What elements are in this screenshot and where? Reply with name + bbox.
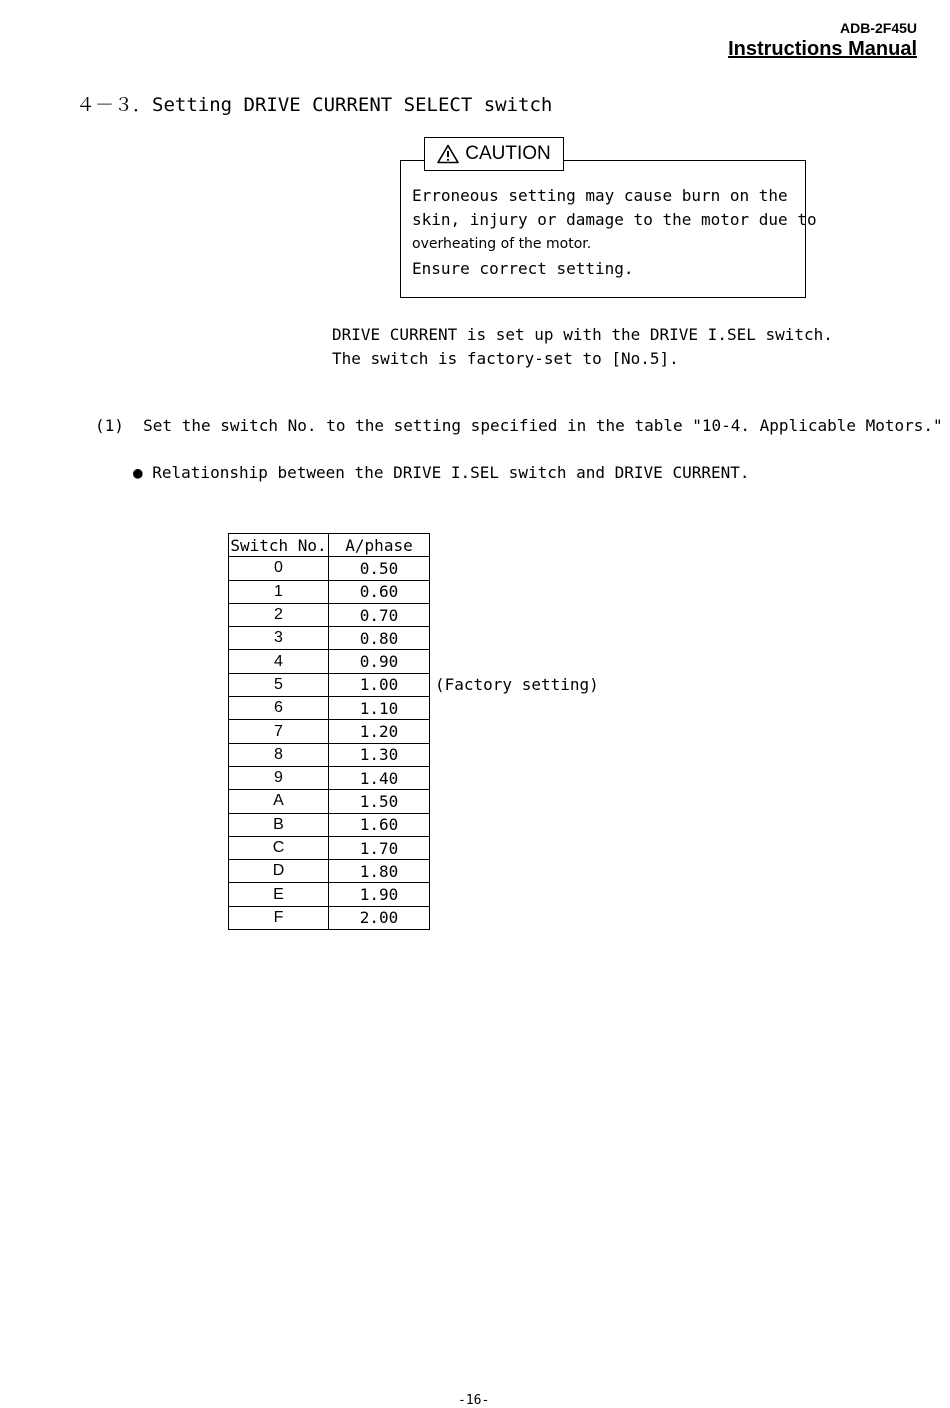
caution-line: skin, injury or damage to the motor due to bbox=[412, 209, 817, 229]
table-row bbox=[229, 766, 430, 789]
switch-no-cell: 5 bbox=[229, 673, 329, 696]
a-phase-cell: 0.90 bbox=[329, 650, 430, 673]
section-title: ４－３．Setting DRIVE CURRENT SELECT switch bbox=[76, 94, 553, 116]
a-phase-cell: 1.50 bbox=[329, 790, 430, 813]
caution-label bbox=[424, 137, 564, 171]
a-phase-cell: 1.70 bbox=[329, 836, 430, 859]
caution-line: overheating of the motor. bbox=[412, 236, 592, 252]
switch-no-cell: 7 bbox=[229, 720, 329, 743]
switch-no-cell: 1 bbox=[229, 580, 329, 603]
table-header-row bbox=[229, 534, 430, 557]
a-phase-cell: 2.00 bbox=[329, 906, 430, 929]
relationship-heading: ● Relationship between the DRIVE I.SEL switch and DRIVE CURRENT. bbox=[133, 463, 750, 482]
switch-no-cell: 3 bbox=[229, 627, 329, 650]
table-row bbox=[229, 673, 430, 696]
a-phase-cell: 1.00 bbox=[329, 673, 430, 696]
table-row bbox=[229, 906, 430, 929]
intro-line: DRIVE CURRENT is set up with the DRIVE I.SEL switch. bbox=[332, 325, 833, 344]
table-row bbox=[229, 743, 430, 766]
table-row bbox=[229, 720, 430, 743]
a-phase-cell: 1.30 bbox=[329, 743, 430, 766]
table-row bbox=[229, 860, 430, 883]
switch-no-cell: F bbox=[229, 906, 329, 929]
table-row bbox=[229, 580, 430, 603]
column-header-a-phase: A/phase bbox=[329, 534, 430, 557]
switch-no-cell: 8 bbox=[229, 743, 329, 766]
page-number: -16- bbox=[458, 1393, 490, 1408]
step-instruction: (1) Set the switch No. to the setting specified in the table "10-4. Applicable Motors." bbox=[95, 416, 943, 435]
switch-no-cell: B bbox=[229, 813, 329, 836]
document-model: ADB-2F45U bbox=[839, 20, 917, 36]
drive-current-table bbox=[228, 533, 430, 930]
factory-setting-note: (Factory setting) bbox=[435, 675, 599, 694]
a-phase-cell: 0.80 bbox=[329, 627, 430, 650]
switch-no-cell: C bbox=[229, 836, 329, 859]
switch-no-cell: A bbox=[229, 790, 329, 813]
switch-no-cell: E bbox=[229, 883, 329, 906]
table-row bbox=[229, 697, 430, 720]
switch-no-cell: 0 bbox=[229, 557, 329, 580]
a-phase-cell: 1.20 bbox=[329, 720, 430, 743]
warning-triangle-icon bbox=[437, 144, 459, 164]
table-row bbox=[229, 557, 430, 580]
a-phase-cell: 0.50 bbox=[329, 557, 430, 580]
table-row bbox=[229, 650, 430, 673]
caution-text bbox=[412, 184, 817, 280]
a-phase-cell: 1.80 bbox=[329, 860, 430, 883]
a-phase-cell: 0.70 bbox=[329, 603, 430, 626]
caution-line: Ensure correct setting. bbox=[412, 258, 634, 278]
intro-text bbox=[332, 323, 833, 370]
switch-no-cell: 4 bbox=[229, 650, 329, 673]
a-phase-cell: 1.60 bbox=[329, 813, 430, 836]
table-row bbox=[229, 836, 430, 859]
caution-line: Erroneous setting may cause burn on the bbox=[412, 186, 788, 205]
a-phase-cell: 1.40 bbox=[329, 766, 430, 789]
table-row bbox=[229, 790, 430, 813]
table-row bbox=[229, 603, 430, 626]
a-phase-cell: 1.10 bbox=[329, 697, 430, 720]
caution-label-text: CAUTION bbox=[465, 143, 551, 164]
intro-line: The switch is factory-set to [No.5]. bbox=[332, 348, 679, 368]
table-row bbox=[229, 627, 430, 650]
table-row bbox=[229, 883, 430, 906]
table-row bbox=[229, 813, 430, 836]
a-phase-cell: 0.60 bbox=[329, 580, 430, 603]
column-header-switch-no: Switch No. bbox=[229, 534, 329, 557]
a-phase-cell: 1.90 bbox=[329, 883, 430, 906]
switch-no-cell: D bbox=[229, 860, 329, 883]
switch-no-cell: 2 bbox=[229, 603, 329, 626]
switch-no-cell: 6 bbox=[229, 697, 329, 720]
switch-no-cell: 9 bbox=[229, 766, 329, 789]
document-title: Instructions Manual bbox=[728, 38, 917, 60]
